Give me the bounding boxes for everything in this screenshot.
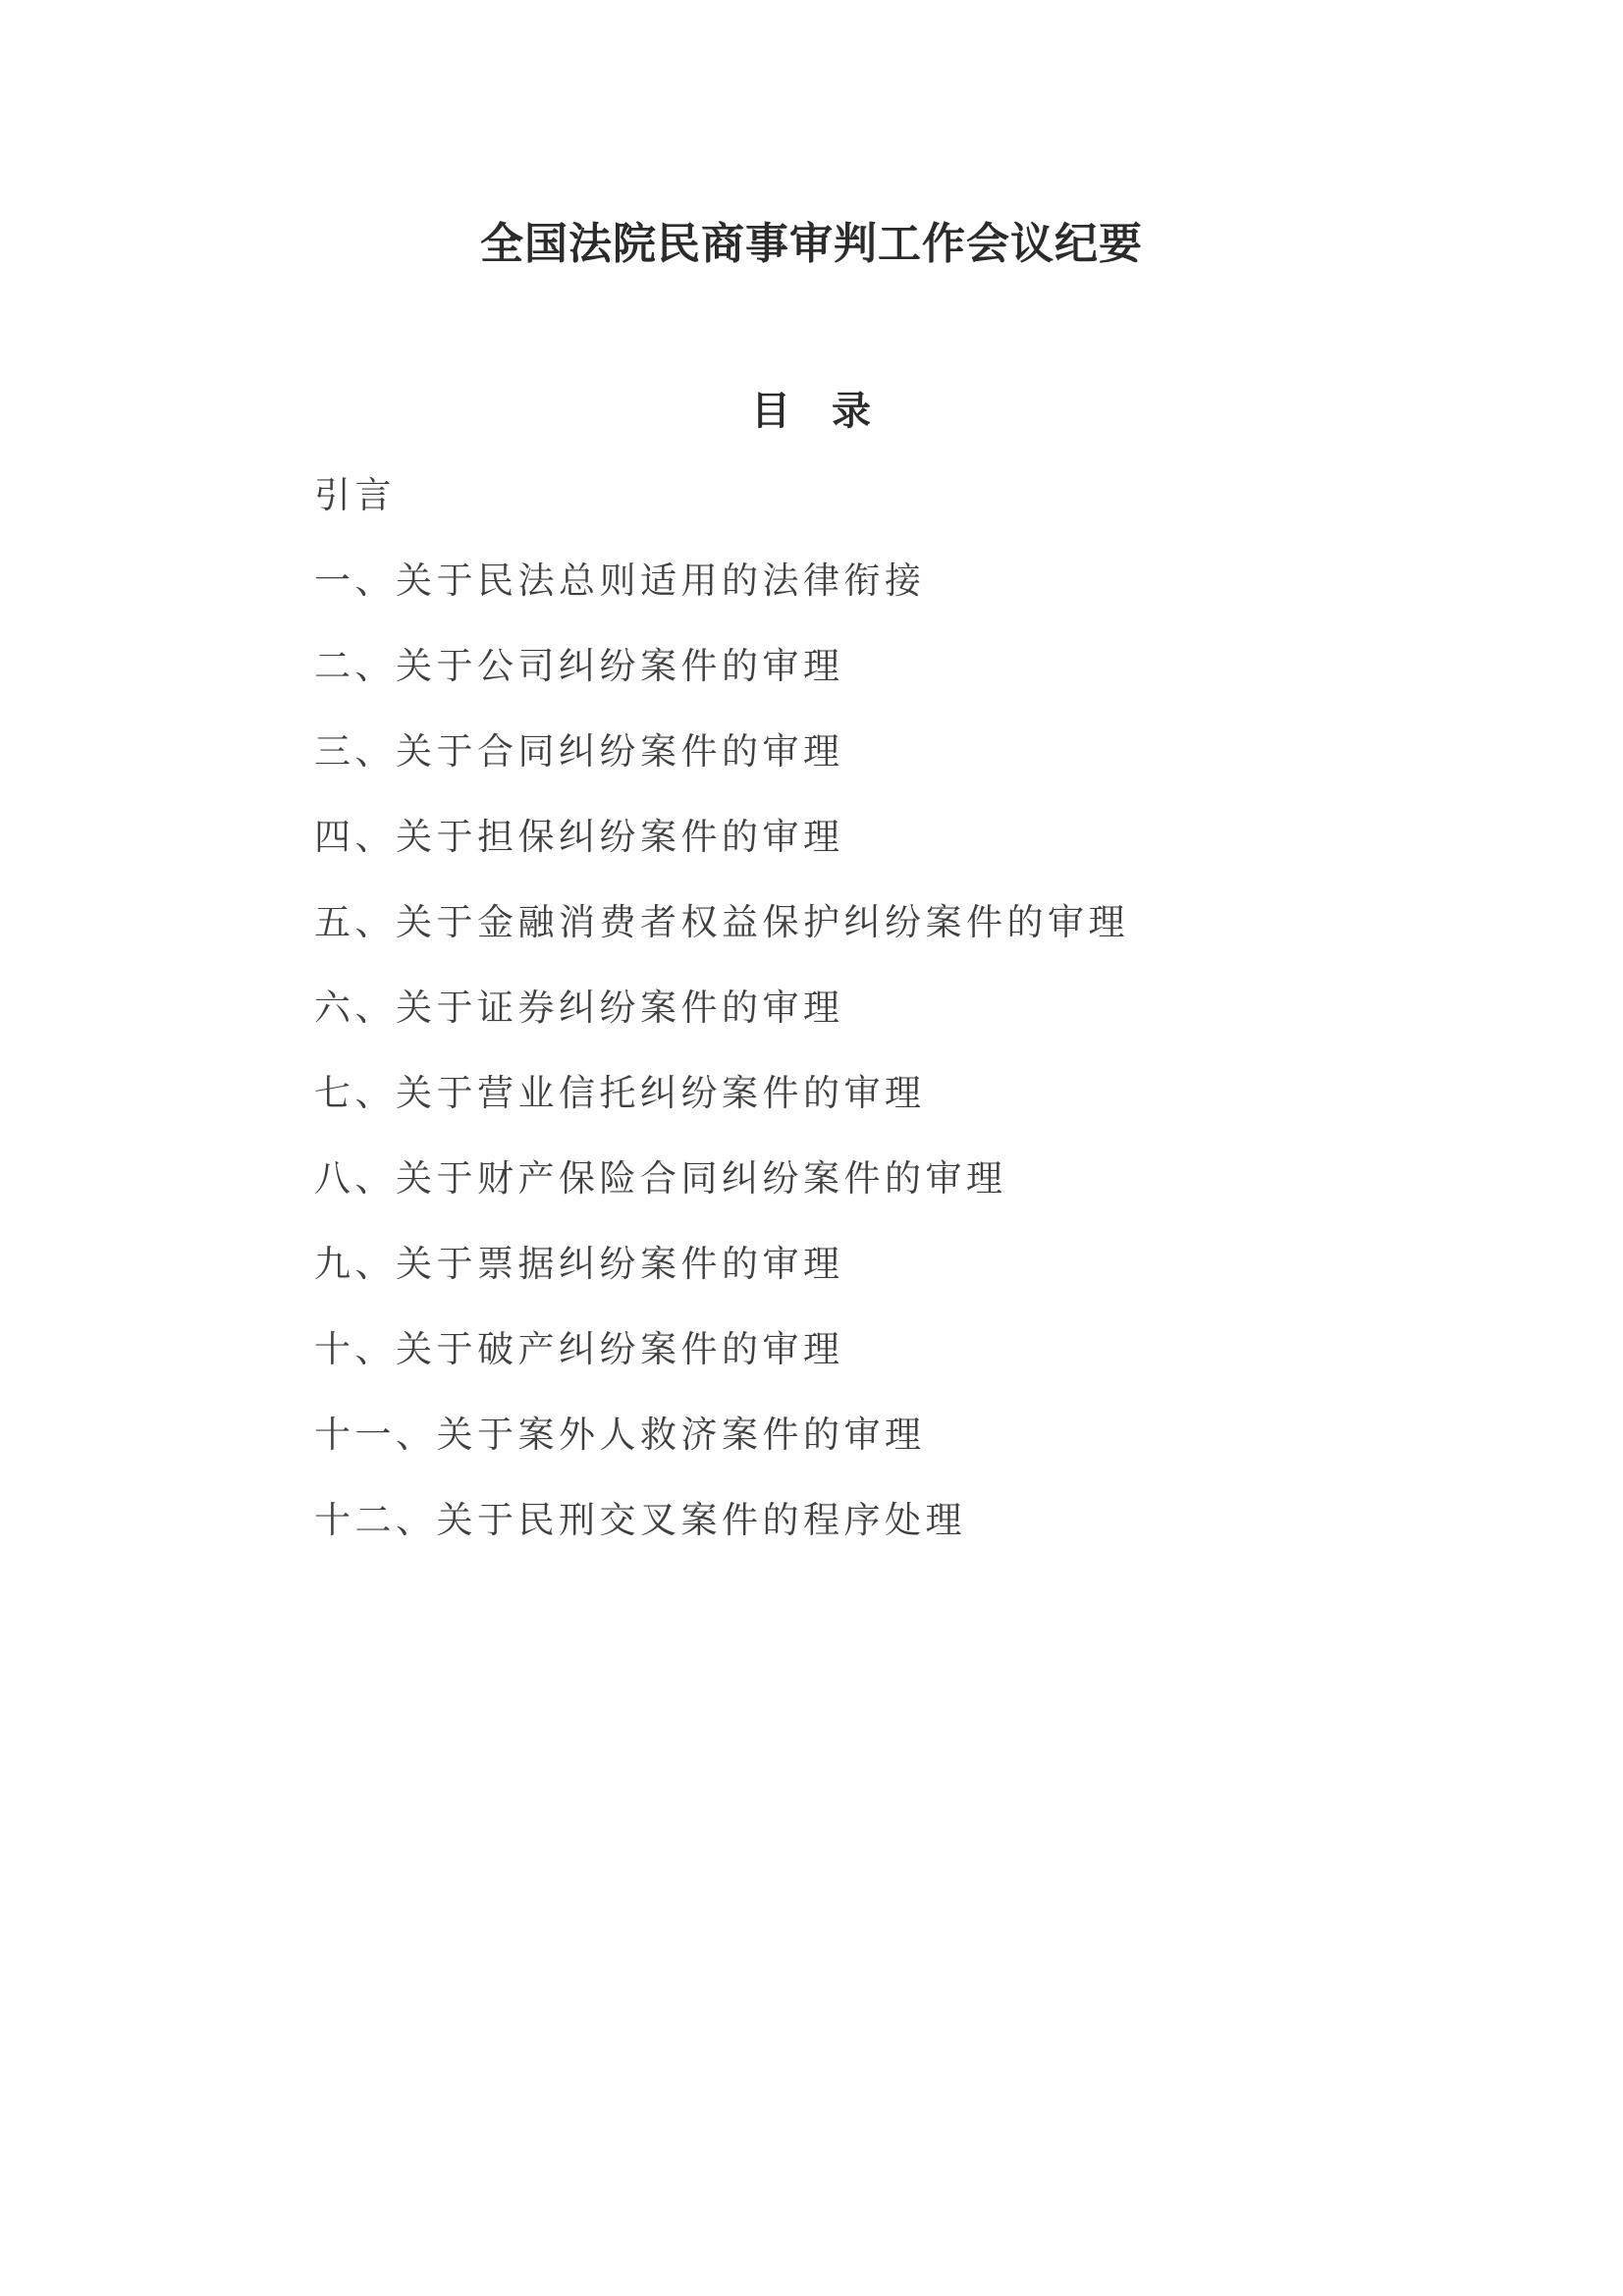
toc-item: 三、关于合同纠纷案件的审理 (314, 732, 844, 773)
document-title: 全国法院民商事审判工作会议纪要 (480, 220, 1143, 268)
toc-item: 五、关于金融消费者权益保护纠纷案件的审理 (314, 903, 1129, 943)
toc-item: 四、关于担保纠纷案件的审理 (314, 818, 844, 858)
toc-item-intro: 引言 (314, 476, 396, 516)
toc-heading: 目 录 (751, 390, 872, 433)
toc-item: 十一、关于案外人救济案件的审理 (314, 1415, 926, 1456)
toc-item: 七、关于营业信托纠纷案件的审理 (314, 1074, 926, 1114)
toc-item: 八、关于财产保险合同纠纷案件的审理 (314, 1159, 1007, 1200)
toc-item: 十、关于破产纠纷案件的审理 (314, 1330, 844, 1370)
toc-item: 一、关于民法总则适用的法律衔接 (314, 561, 926, 602)
toc-item: 六、关于证券纠纷案件的审理 (314, 988, 844, 1029)
toc-item: 九、关于票据纠纷案件的审理 (314, 1245, 844, 1285)
toc-item: 十二、关于民刑交叉案件的程序处理 (314, 1501, 966, 1541)
toc-item: 二、关于公司纠纷案件的审理 (314, 647, 844, 687)
toc-list (314, 454, 1394, 1564)
